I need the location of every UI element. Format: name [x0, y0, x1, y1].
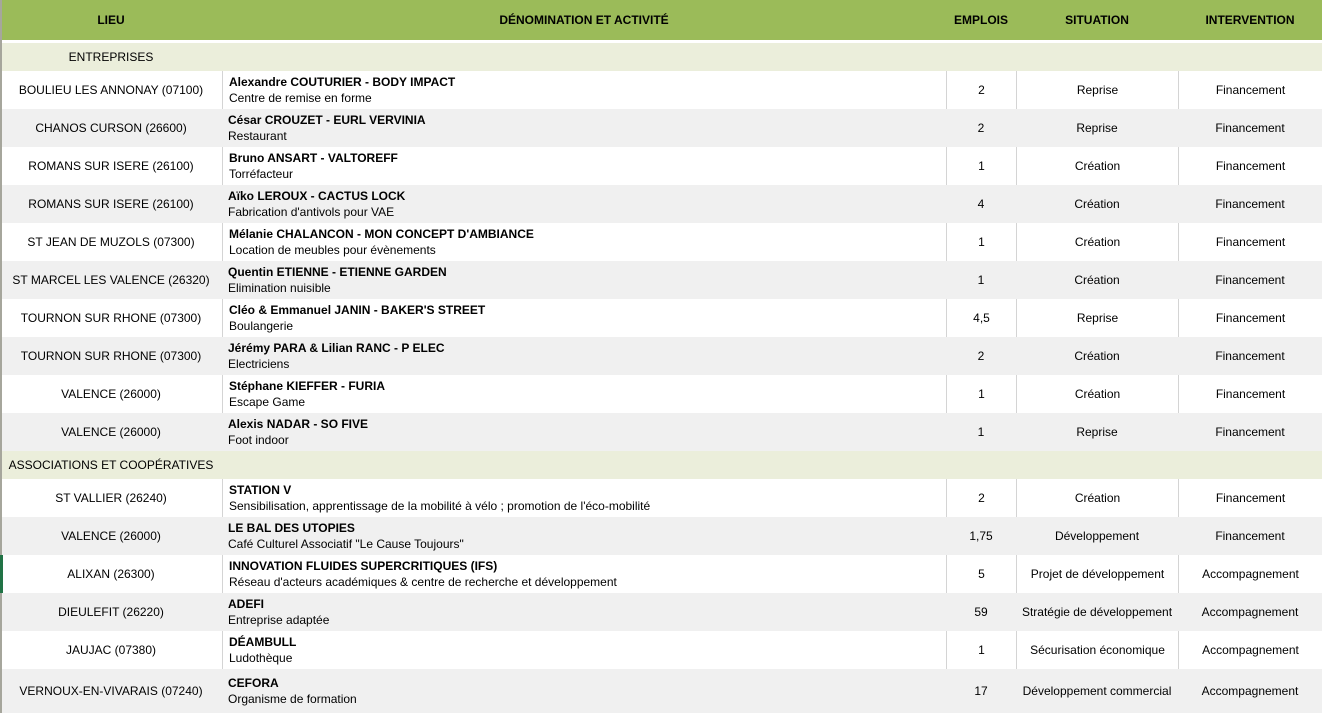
company-name: LE BAL DES UTOPIES	[228, 521, 355, 535]
situation-cell[interactable]: Sécurisation économique	[1016, 631, 1178, 669]
company-name: Bruno ANSART - VALTOREFF	[229, 151, 398, 165]
company-activity: Centre de remise en forme	[229, 91, 372, 105]
table-row[interactable]	[0, 479, 1322, 517]
table-left-edge	[0, 0, 2, 713]
emplois-cell[interactable]: 2	[977, 121, 985, 135]
denomination-cell[interactable]	[222, 337, 946, 375]
company-activity: Electriciens	[228, 357, 290, 371]
situation-cell[interactable]: Développement	[1054, 529, 1140, 543]
intervention-cell[interactable]: Financement	[1178, 299, 1322, 337]
intervention-cell[interactable]: Financement	[1178, 375, 1322, 413]
denomination-cell[interactable]	[222, 109, 946, 147]
table-header-row	[0, 0, 1322, 40]
denomination-cell[interactable]	[222, 479, 946, 517]
denomination-cell[interactable]	[222, 375, 946, 413]
table-row[interactable]	[0, 669, 1322, 713]
company-activity: Ludothèque	[229, 651, 293, 665]
situation-cell[interactable]: Création	[1074, 273, 1120, 287]
situation-cell[interactable]: Création	[1074, 197, 1120, 211]
situation-cell[interactable]: Création	[1074, 349, 1120, 363]
company-activity: Escape Game	[229, 395, 306, 409]
situation-cell[interactable]: Reprise	[1076, 425, 1118, 439]
intervention-cell[interactable]: Financement	[1178, 223, 1322, 261]
emplois-cell[interactable]: 2	[946, 71, 1016, 109]
table-row[interactable]	[0, 109, 1322, 147]
table-row[interactable]	[0, 517, 1322, 555]
intervention-cell[interactable]: Financement	[1215, 349, 1285, 363]
emplois-cell[interactable]: 4	[977, 197, 985, 211]
lieu-cell[interactable]: VALENCE (26000)	[61, 425, 161, 439]
intervention-cell[interactable]: Financement	[1215, 121, 1285, 135]
situation-cell[interactable]: Création	[1016, 479, 1178, 517]
denomination-cell[interactable]	[222, 631, 946, 669]
intervention-cell[interactable]: Financement	[1215, 425, 1285, 439]
situation-cell[interactable]: Création	[1016, 223, 1178, 261]
intervention-cell[interactable]: Financement	[1178, 71, 1322, 109]
company-activity: Sensibilisation, apprentissage de la mobilité à vélo ; promotion de l'éco-mobilité	[229, 499, 651, 513]
company-activity: Foot indoor	[228, 433, 289, 447]
table-row[interactable]	[0, 147, 1322, 185]
company-name: Mélanie CHALANCON - MON CONCEPT D'AMBIANCE	[229, 227, 534, 241]
section-label: ENTREPRISES	[68, 50, 154, 64]
denomination-cell[interactable]	[222, 555, 946, 593]
lieu-cell[interactable]: ST VALLIER (26240)	[55, 491, 167, 505]
lieu-cell[interactable]: ROMANS SUR ISERE (26100)	[28, 159, 194, 173]
table-row[interactable]	[0, 223, 1322, 261]
lieu-cell[interactable]: ST JEAN DE MUZOLS (07300)	[27, 235, 195, 249]
intervention-cell[interactable]: Accompagnement	[1178, 631, 1322, 669]
denomination-cell[interactable]	[222, 593, 946, 631]
header-cell-denomination[interactable]: DÉNOMINATION ET ACTIVITÉ	[499, 13, 669, 27]
emplois-cell[interactable]: 17	[974, 684, 988, 698]
situation-cell[interactable]: Reprise	[1016, 299, 1178, 337]
section-row[interactable]	[0, 451, 1322, 479]
denomination-cell[interactable]	[222, 147, 946, 185]
intervention-cell[interactable]: Financement	[1178, 479, 1322, 517]
emplois-cell[interactable]: 5	[946, 555, 1016, 593]
situation-cell[interactable]: Reprise	[1076, 121, 1118, 135]
company-name: ADEFI	[228, 597, 264, 611]
lieu-cell[interactable]: JAUJAC (07380)	[65, 643, 157, 657]
intervention-cell[interactable]: Financement	[1215, 197, 1285, 211]
emplois-cell[interactable]: 4,5	[946, 299, 1016, 337]
lieu-cell[interactable]: ALIXAN (26300)	[67, 567, 155, 581]
emplois-cell[interactable]: 1,75	[969, 529, 993, 543]
lieu-cell[interactable]: DIEULEFIT (26220)	[58, 605, 164, 619]
table-row[interactable]	[0, 593, 1322, 631]
emplois-cell[interactable]: 1	[977, 273, 985, 287]
denomination-cell[interactable]	[222, 261, 946, 299]
company-name: Alexis NADAR - SO FIVE	[228, 417, 369, 431]
company-activity: Boulangerie	[229, 319, 294, 333]
situation-cell[interactable]: Stratégie de développement	[1021, 605, 1173, 619]
intervention-cell[interactable]: Accompagnement	[1201, 605, 1299, 619]
company-activity: Café Culturel Associatif "Le Cause Toujours"	[228, 537, 464, 551]
lieu-cell[interactable]: CHANOS CURSON (26600)	[35, 121, 187, 135]
denomination-cell[interactable]	[222, 185, 946, 223]
lieu-cell[interactable]: ST MARCEL LES VALENCE (26320)	[12, 273, 210, 287]
company-name: Quentin ETIENNE - ETIENNE GARDEN	[228, 265, 447, 279]
table-row[interactable]	[0, 555, 1322, 593]
company-name: César CROUZET - EURL VERVINIA	[228, 113, 426, 127]
denomination-cell[interactable]	[222, 299, 946, 337]
situation-cell[interactable]: Projet de développement	[1016, 555, 1178, 593]
company-name: STATION V	[229, 483, 292, 497]
company-name: Aïko LEROUX - CACTUS LOCK	[228, 189, 406, 203]
lieu-cell[interactable]: VALENCE (26000)	[61, 387, 161, 401]
lieu-cell[interactable]: VALENCE (26000)	[61, 529, 161, 543]
denomination-cell[interactable]	[222, 517, 946, 555]
intervention-cell[interactable]: Financement	[1178, 147, 1322, 185]
section-row[interactable]	[0, 43, 1322, 71]
company-name: Stéphane KIEFFER - FURIA	[229, 379, 386, 393]
situation-cell[interactable]: Développement commercial	[1022, 684, 1172, 698]
intervention-cell[interactable]: Financement	[1215, 529, 1285, 543]
company-activity: Torréfacteur	[229, 167, 294, 181]
table-row[interactable]	[0, 185, 1322, 223]
emplois-cell[interactable]: 1	[946, 375, 1016, 413]
denomination-cell[interactable]	[222, 223, 946, 261]
denomination-cell[interactable]	[222, 71, 946, 109]
lieu-cell[interactable]: BOULIEU LES ANNONAY (07100)	[18, 83, 204, 97]
table-row[interactable]	[0, 261, 1322, 299]
company-activity: Elimination nuisible	[228, 281, 331, 295]
emplois-cell[interactable]: 1	[946, 223, 1016, 261]
company-name: Alexandre COUTURIER - BODY IMPACT	[229, 75, 456, 89]
situation-cell[interactable]: Création	[1016, 375, 1178, 413]
header-cell-situation[interactable]: SITUATION	[1065, 13, 1129, 27]
company-activity: Réseau d'acteurs académiques & centre de recherche et développement	[229, 575, 617, 589]
emplois-cell[interactable]: 59	[974, 605, 988, 619]
company-activity: Restaurant	[228, 129, 287, 143]
company-activity: Organisme de formation	[228, 692, 357, 706]
company-name: INNOVATION FLUIDES SUPERCRITIQUES (IFS)	[229, 559, 498, 573]
denomination-cell[interactable]	[222, 413, 946, 451]
lieu-cell[interactable]: ROMANS SUR ISERE (26100)	[28, 197, 194, 211]
emplois-cell[interactable]: 2	[977, 349, 985, 363]
company-name: Jérémy PARA & Lilian RANC - P ELEC	[228, 341, 445, 355]
table-row[interactable]	[0, 299, 1322, 337]
emplois-cell[interactable]: 1	[946, 631, 1016, 669]
header-cell-emplois[interactable]: EMPLOIS	[953, 13, 1008, 27]
table-row[interactable]	[0, 375, 1322, 413]
emplois-cell[interactable]: 2	[946, 479, 1016, 517]
company-name: Cléo & Emmanuel JANIN - BAKER'S STREET	[229, 303, 486, 317]
header-cell-lieu[interactable]: LIEU	[97, 13, 125, 27]
table-row[interactable]	[0, 337, 1322, 375]
intervention-cell[interactable]: Financement	[1215, 273, 1285, 287]
company-activity: Fabrication d'antivols pour VAE	[228, 205, 395, 219]
section-label: ASSOCIATIONS ET COOPÉRATIVES	[8, 458, 214, 472]
intervention-cell[interactable]: Accompagnement	[1178, 555, 1322, 593]
situation-cell[interactable]: Reprise	[1016, 71, 1178, 109]
denomination-cell[interactable]	[222, 669, 946, 713]
emplois-cell[interactable]: 1	[977, 425, 985, 439]
lieu-cell[interactable]: TOURNON SUR RHONE (07300)	[20, 349, 202, 363]
table-row[interactable]	[0, 71, 1322, 109]
company-name: DÉAMBULL	[229, 635, 297, 649]
company-activity: Entreprise adaptée	[228, 613, 330, 627]
lieu-cell[interactable]: TOURNON SUR RHONE (07300)	[20, 311, 202, 325]
situation-cell[interactable]: Création	[1016, 147, 1178, 185]
company-name: CEFORA	[228, 676, 279, 690]
intervention-cell[interactable]: Accompagnement	[1201, 684, 1299, 698]
table-row[interactable]	[0, 413, 1322, 451]
header-cell-intervention[interactable]: INTERVENTION	[1205, 13, 1295, 27]
emplois-cell[interactable]: 1	[946, 147, 1016, 185]
company-activity: Location de meubles pour évènements	[229, 243, 436, 257]
row-marker	[0, 555, 3, 593]
lieu-cell[interactable]: VERNOUX-EN-VIVARAIS (07240)	[19, 684, 203, 698]
table-row[interactable]	[0, 631, 1322, 669]
